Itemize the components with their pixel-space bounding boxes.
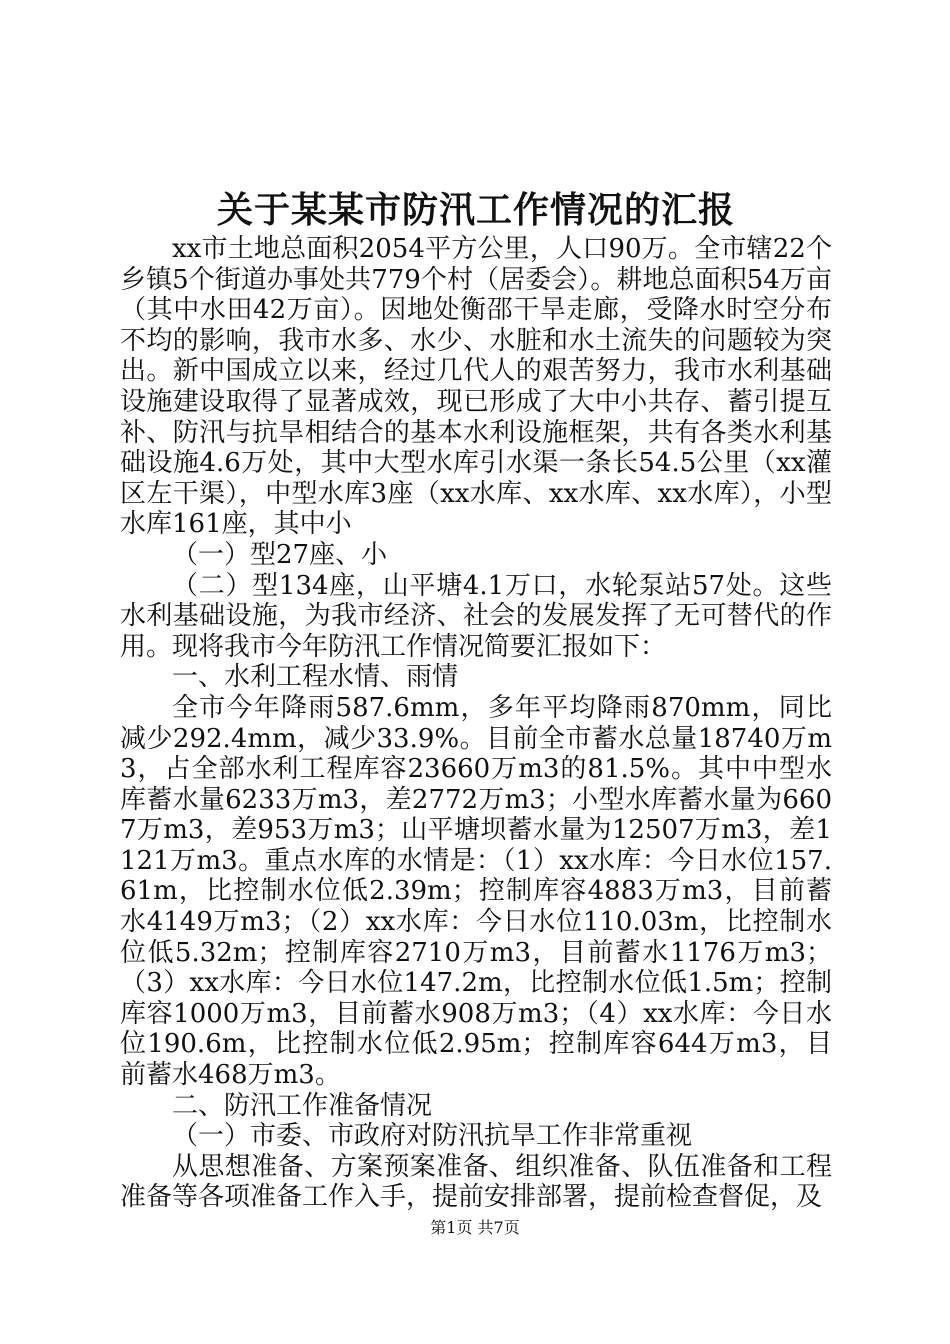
- paragraph-overview: xx市土地总面积2054平方公里，人口90万。全市辖22个乡镇5个街道办事处共779个村（居委会）。耕地总面积54万亩（其中水田42万亩）。因地处衡邵干旱走廊，受降水时空分布不均的影响，我市水多、水少、水脏和水土流失的问题较为突出。新中国成立以来，经过几代人的艰苦努力，我市水利基础设施建设取得了显著成效，现已形成了大中小共存、蓄引提互补、防汛与抗旱相结合的基本水利设施框架，共有各类水利基础设施4.6万处，其中大型水库引水渠一条长54.5公里（xx灌区左干渠），中型水库3座（xx水库、xx水库、xx水库），小型水库161座，其中小: [120, 234, 832, 540]
- document-title: 关于某某市防汛工作情况的汇报: [216, 189, 735, 231]
- paragraph-item-1: （一）型27座、小: [172, 539, 388, 570]
- section-heading-preparation: 二、防汛工作准备情况: [172, 1090, 433, 1121]
- section-heading-water-rain: 一、水利工程水情、雨情: [172, 662, 459, 693]
- paragraph-preparation: 从思想准备、方案预案准备、组织准备、队伍准备和工程准备等各项准备工作入手，提前安排部署，提前检查督促，及: [120, 1151, 832, 1213]
- paragraph-item-2: （二）型134座，山平塘4.1万口，水轮泵站57处。这些水利基础设施，为我市经济、社会的发展发挥了无可替代的作用。现将我市今年防汛工作情况简要汇报如下：: [120, 570, 832, 662]
- paragraph-water-rain: 全市今年降雨587.6mm，多年平均降雨870mm，同比减少292.4mm，减少33.9%。目前全市蓄水总量18740万m3，占全部水利工程库容23660万m3的81.5%。其中中型水库蓄水量6233万m3，差2772万m3；小型水库蓄水量为6607万m3，差953万m3；山平塘坝蓄水量为12507万m3，差1121万m3。重点水库的水情是：（1）xx水库：今日水位157.61m，比控制水位低2.39m；控制库容4883万m3，目前蓄水4149万m3；（2）xx水库：今日水位110.03m，比控制水位低5.32m；控制库容2710万m3，目前蓄水1176万m3；（3）xx水库：今日水位147.2m，比控制水位低1.5m；控制库容1000万m3，目前蓄水908万m3；（4）xx水库：今日水位190.6m，比控制水位低2.95m；控制库容644万m3，目前蓄水468万m3。: [120, 692, 832, 1091]
- subsection-heading-leadership: （一）市委、市政府对防汛抗旱工作非常重视: [172, 1121, 693, 1152]
- document-page: [120, 188, 832, 1213]
- page-number-footer: 第1页 共7页: [430, 1218, 520, 1237]
